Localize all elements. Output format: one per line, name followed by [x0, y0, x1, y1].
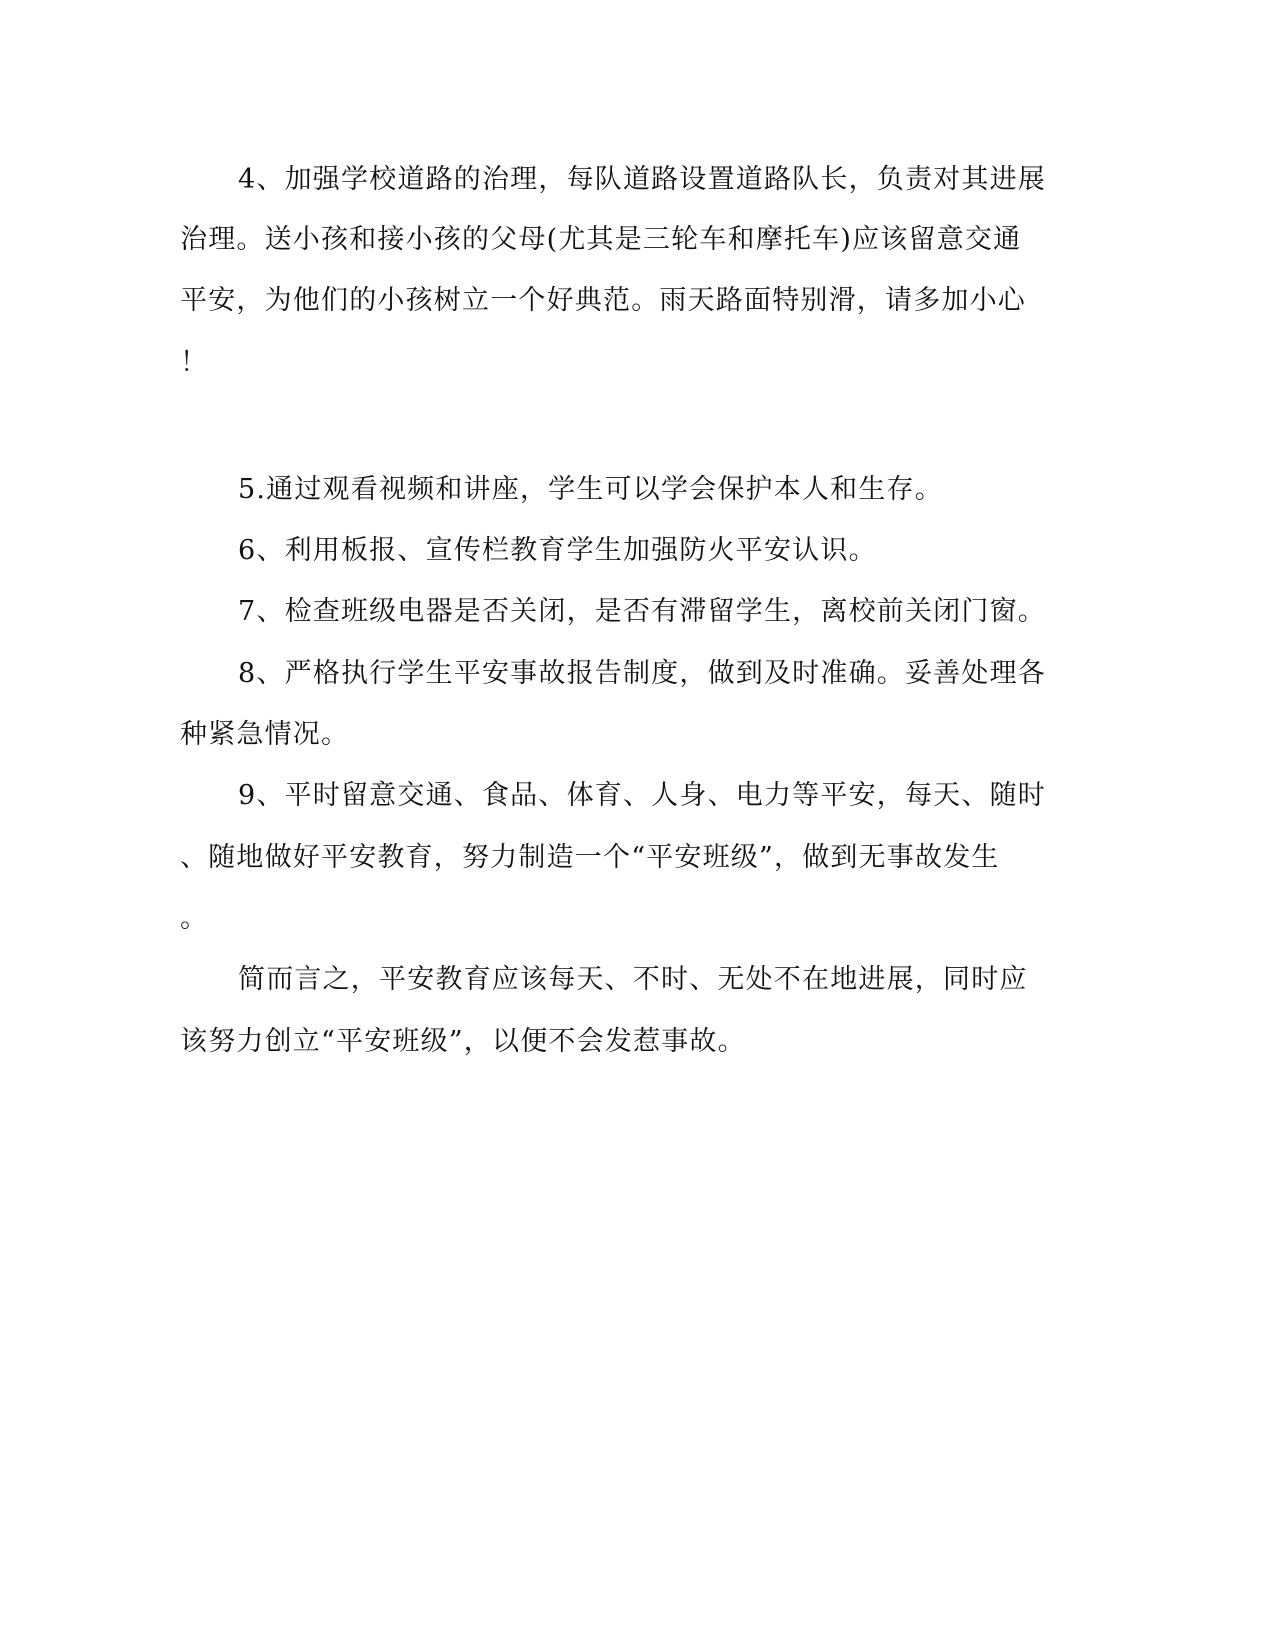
paragraph-9-line-3: 。 — [180, 903, 209, 934]
paragraph-9-line-2: 、随地做好平安教育，努力制造一个“平安班级”，做到无事故发生 — [180, 842, 1000, 873]
paragraph-4-line-1: 4、加强学校道路的治理，每队道路设置道路队长，负责对其进展 — [238, 164, 1046, 195]
paragraph-4-line-4: ！ — [180, 347, 209, 378]
paragraph-9-line-1: 9、平时留意交通、食品、体育、人身、电力等平安，每天、随时 — [238, 780, 1046, 811]
paragraph-7: 7、检查班级电器是否关闭，是否有滞留学生，离校前关闭门窗。 — [238, 596, 1046, 627]
paragraph-4-line-3: 平安，为他们的小孩树立一个好典范。雨天路面特别滑，请多加小心 — [180, 285, 1026, 316]
paragraph-8-line-1: 8、严格执行学生平安事故报告制度，做到及时准确。妥善处理各 — [238, 658, 1046, 689]
paragraph-6: 6、利用板报、宣传栏教育学生加强防火平安认识。 — [238, 535, 877, 566]
paragraph-5: 5.通过观看视频和讲座，学生可以学会保护本人和生存。 — [238, 474, 943, 505]
summary-line-2: 该努力创立“平安班级”，以便不会发惹事故。 — [180, 1026, 746, 1057]
summary-line-1: 简而言之，平安教育应该每天、不时、无处不在地进展，同时应 — [238, 964, 1028, 995]
paragraph-8-line-2: 种紧急情况。 — [180, 719, 350, 750]
paragraph-4-line-2: 治理。送小孩和接小孩的父母(尤其是三轮车和摩托车)应该留意交通 — [180, 224, 1022, 255]
